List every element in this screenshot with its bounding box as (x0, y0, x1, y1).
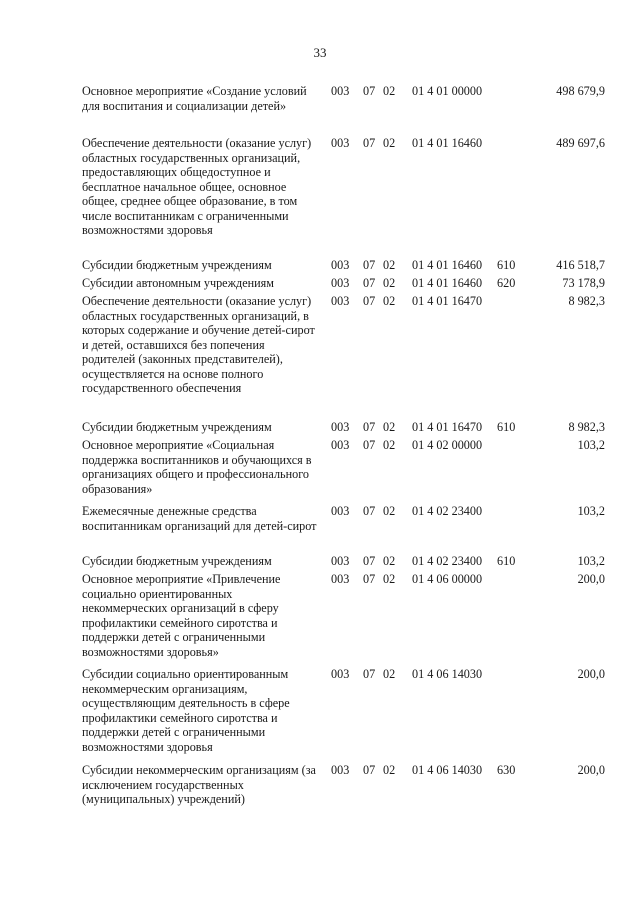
table-row (0, 294, 640, 420)
row-description: Обеспечение деятельности (оказание услуг) областных государственных организаций, в которых содержание и обучение детей-сирот и детей, оставшихся без попечения родителей (законных представителей), осуществляется на основе полного государственного обеспечения (82, 294, 315, 395)
row-description: Субсидии бюджетным учреждениям (82, 258, 272, 272)
subsection-code: 02 (383, 554, 396, 568)
admin-code: 003 (331, 572, 350, 586)
section-code: 07 (363, 136, 376, 150)
section-code: 07 (363, 763, 376, 777)
target-code: 01 4 01 16460 (412, 136, 483, 150)
subsection-code: 02 (383, 572, 396, 586)
row-description: Субсидии бюджетным учреждениям (82, 554, 272, 568)
table-row (0, 438, 640, 504)
amount: 498 679,9 (556, 84, 605, 98)
admin-code: 003 (331, 420, 350, 434)
section-code: 07 (363, 276, 376, 290)
section-code: 07 (363, 84, 376, 98)
admin-code: 003 (331, 504, 350, 518)
section-code: 07 (363, 258, 376, 272)
subsection-code: 02 (383, 258, 396, 272)
amount: 200,0 (577, 667, 605, 681)
section-code: 07 (363, 554, 376, 568)
row-description: Субсидии социально ориентированным некоммерческим организациям, осуществляющим деятельность в сфере профилактики семейного сиротства и поддержки детей с ограниченными возможностями здоровья (82, 667, 290, 754)
expense-code: 610 (497, 258, 516, 272)
admin-code: 003 (331, 667, 350, 681)
amount: 200,0 (577, 763, 605, 777)
amount: 103,2 (577, 438, 605, 452)
admin-code: 003 (331, 438, 350, 452)
subsection-code: 02 (383, 667, 396, 681)
admin-code: 003 (331, 276, 350, 290)
admin-code: 003 (331, 763, 350, 777)
subsection-code: 02 (383, 438, 396, 452)
amount: 103,2 (577, 504, 605, 518)
subsection-code: 02 (383, 763, 396, 777)
row-description: Субсидии автономным учреждениям (82, 276, 274, 290)
row-description: Основное мероприятие «Привлечение социально ориентированных некоммерческих организаций в сферу профилактики семейного сиротства и поддержки детей с ограниченными возможностями здоровья» (82, 572, 281, 659)
section-code: 07 (363, 420, 376, 434)
row-description: Обеспечение деятельности (оказание услуг) областных государственных организаций, предоставляющих общедоступное и бесплатное начальное общее, основное общее, среднее общее образование, в том числе воспитанникам с ограниченными возможностями здоровья (82, 136, 312, 237)
table-row (0, 258, 640, 276)
table-row (0, 420, 640, 438)
table-row (0, 504, 640, 554)
row-description: Субсидии бюджетным учреждениям (82, 420, 272, 434)
section-code: 07 (363, 438, 376, 452)
amount: 103,2 (577, 554, 605, 568)
amount: 8 982,3 (568, 420, 605, 434)
subsection-code: 02 (383, 136, 396, 150)
admin-code: 003 (331, 554, 350, 568)
admin-code: 003 (331, 84, 350, 98)
expense-code: 630 (497, 763, 516, 777)
amount: 200,0 (577, 572, 605, 586)
table-row (0, 84, 640, 136)
amount: 416 518,7 (556, 258, 605, 272)
target-code: 01 4 01 16470 (412, 420, 483, 434)
subsection-code: 02 (383, 420, 396, 434)
target-code: 01 4 01 00000 (412, 84, 483, 98)
budget-table (0, 84, 640, 811)
target-code: 01 4 01 16460 (412, 258, 483, 272)
row-description: Основное мероприятие «Создание условий для воспитания и социализации детей» (82, 84, 307, 113)
subsection-code: 02 (383, 84, 396, 98)
target-code: 01 4 01 16460 (412, 276, 483, 290)
table-row (0, 554, 640, 572)
target-code: 01 4 06 14030 (412, 667, 483, 681)
table-row (0, 276, 640, 294)
admin-code: 003 (331, 136, 350, 150)
expense-code: 610 (497, 420, 516, 434)
page-number: 33 (313, 45, 327, 60)
amount: 489 697,6 (556, 136, 605, 150)
section-code: 07 (363, 667, 376, 681)
target-code: 01 4 02 00000 (412, 438, 483, 452)
admin-code: 003 (331, 294, 350, 308)
subsection-code: 02 (383, 504, 396, 518)
table-row (0, 667, 640, 763)
subsection-code: 02 (383, 294, 396, 308)
subsection-code: 02 (383, 276, 396, 290)
row-description: Ежемесячные денежные средства воспитанникам организаций для детей-сирот (82, 504, 317, 533)
table-row (0, 136, 640, 258)
target-code: 01 4 02 23400 (412, 504, 483, 518)
expense-code: 620 (497, 276, 516, 290)
target-code: 01 4 06 00000 (412, 572, 483, 586)
row-description: Основное мероприятие «Социальная поддержка воспитанников и обучающихся в организациях общего и профессионального образования» (82, 438, 312, 496)
row-description: Субсидии некоммерческим организациям (за исключением государственных (муниципальных) учреждений) (82, 763, 316, 806)
target-code: 01 4 01 16470 (412, 294, 483, 308)
section-code: 07 (363, 504, 376, 518)
table-row (0, 763, 640, 811)
admin-code: 003 (331, 258, 350, 272)
section-code: 07 (363, 294, 376, 308)
amount: 8 982,3 (568, 294, 605, 308)
target-code: 01 4 06 14030 (412, 763, 483, 777)
section-code: 07 (363, 572, 376, 586)
target-code: 01 4 02 23400 (412, 554, 483, 568)
expense-code: 610 (497, 554, 516, 568)
amount: 73 178,9 (562, 276, 605, 290)
table-row (0, 572, 640, 667)
